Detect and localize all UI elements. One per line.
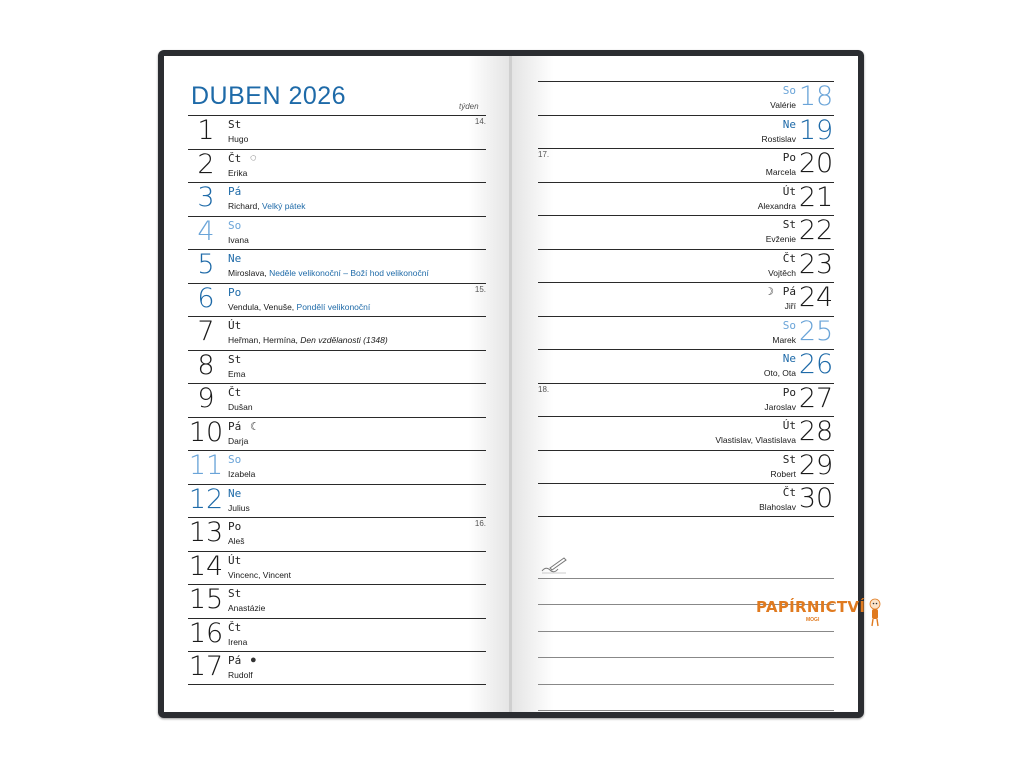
full-moon-icon: ◌ <box>250 151 257 164</box>
day-number: 14 <box>188 550 224 582</box>
day-row[interactable] <box>538 115 834 149</box>
day-of-week: Út <box>228 553 242 567</box>
name-day <box>228 503 250 513</box>
day-row[interactable] <box>188 450 486 484</box>
new-moon-icon: ● <box>250 654 257 666</box>
day-row[interactable] <box>538 148 834 182</box>
right-day-list <box>538 81 834 517</box>
note-line[interactable] <box>538 711 834 712</box>
week-number: 14. <box>474 117 486 126</box>
day-number: 13 <box>188 517 224 548</box>
papirnictvi-logo <box>756 598 866 623</box>
note-line[interactable] <box>538 632 834 659</box>
name-day: Marcela <box>765 167 796 177</box>
day-number: 16 <box>188 617 224 649</box>
name-day-names: Aleš <box>228 536 245 546</box>
pen-writing-icon <box>540 556 568 574</box>
name-day-names: Izabela <box>228 469 256 479</box>
day-number: 1 <box>197 115 215 146</box>
name-day: Robert <box>770 468 796 479</box>
day-row[interactable] <box>538 316 834 350</box>
month-title: DUBEN 2026 <box>191 82 347 110</box>
day-row[interactable] <box>188 517 486 551</box>
day-row[interactable] <box>188 216 486 250</box>
name-day: Blahoslav <box>759 502 796 512</box>
day-number: 6 <box>197 282 215 314</box>
day-number: 4 <box>197 215 215 247</box>
name-day-names: Anastázie <box>228 603 266 613</box>
holiday-label: Velký pátek <box>262 201 306 211</box>
last-quarter-moon-icon: ☾ <box>250 420 260 433</box>
note-line[interactable] <box>538 685 834 712</box>
day-of-week: St <box>782 452 796 466</box>
name-day: Evženie <box>765 234 796 244</box>
logo-subtext: MOGI <box>806 617 820 623</box>
name-day <box>228 335 388 345</box>
day-row[interactable] <box>188 383 486 417</box>
name-day: Alexandra <box>757 200 796 211</box>
day-row[interactable] <box>538 81 834 115</box>
name-day: Marek <box>772 334 796 345</box>
day-of-week: Pá <box>228 654 242 667</box>
day-number: 23 <box>798 248 834 280</box>
day-of-week: St <box>228 587 242 600</box>
day-of-week: So <box>782 318 796 332</box>
name-day <box>228 536 245 546</box>
day-row[interactable] <box>188 551 486 585</box>
name-day <box>228 369 245 379</box>
day-number: 12 <box>188 483 224 515</box>
day-of-week: Út <box>782 184 796 198</box>
day-number: 24 <box>798 282 834 313</box>
day-number: 21 <box>798 181 834 213</box>
day-of-week: Čt <box>782 251 796 265</box>
day-row[interactable] <box>188 249 486 283</box>
week-number: 18. <box>538 384 550 394</box>
day-number: 5 <box>197 249 215 280</box>
day-number: 30 <box>798 483 834 514</box>
day-of-week: So <box>228 453 242 466</box>
note-line[interactable] <box>538 658 834 685</box>
day-row[interactable] <box>538 416 834 450</box>
day-row[interactable] <box>188 316 486 350</box>
day-number: 26 <box>798 349 834 380</box>
name-day: Oto, Ota <box>763 368 796 378</box>
day-number: 25 <box>798 315 834 347</box>
name-day <box>228 168 247 178</box>
day-row[interactable] <box>538 182 834 216</box>
week-number: 17. <box>538 150 550 159</box>
day-of-week: Ne <box>782 352 796 365</box>
name-day-names: Heřman, Hermína, <box>228 335 301 345</box>
notes-section <box>538 552 834 712</box>
name-day <box>228 469 255 479</box>
day-of-week: Po <box>782 385 796 399</box>
name-day <box>228 402 253 412</box>
day-row[interactable] <box>188 283 486 317</box>
memorial-day-label: Den vzdělanosti (1348) <box>300 335 388 345</box>
name-day <box>228 134 248 144</box>
day-row[interactable] <box>538 483 834 517</box>
day-number: 9 <box>197 383 215 414</box>
name-day <box>228 637 247 647</box>
name-day <box>228 268 429 278</box>
day-number: 15 <box>188 584 224 615</box>
day-row[interactable] <box>188 417 486 451</box>
day-number: 19 <box>798 114 834 146</box>
day-number: 17 <box>188 651 224 682</box>
day-number: 7 <box>197 316 215 347</box>
day-number: 22 <box>798 215 834 246</box>
name-day-names: Richard, <box>228 201 263 211</box>
day-row[interactable] <box>188 115 486 149</box>
name-day-names: Julius <box>228 502 250 513</box>
name-day-names: Vendula, Venuše, <box>228 301 297 312</box>
day-row[interactable] <box>538 450 834 484</box>
day-of-week: So <box>782 84 796 97</box>
day-number: 29 <box>798 449 834 481</box>
week-number: 15. <box>474 284 486 294</box>
day-of-week: Čt <box>782 486 796 499</box>
day-row[interactable] <box>538 282 834 316</box>
day-of-week: Pá <box>228 419 242 433</box>
name-day-names: Erika <box>228 167 248 178</box>
name-day-names: Darja <box>228 435 249 446</box>
day-row[interactable] <box>538 215 834 249</box>
day-of-week: Pá <box>228 185 242 198</box>
day-row[interactable] <box>538 249 834 283</box>
day-of-week: Čt <box>228 151 242 165</box>
name-day: Vojtěch <box>768 267 796 278</box>
name-day <box>228 235 249 245</box>
name-day-names: Rudolf <box>228 670 253 680</box>
day-number: 8 <box>197 349 215 381</box>
name-day <box>228 670 253 680</box>
logo-text: PAPÍRNICTVÍ <box>756 598 866 616</box>
name-day-names: Dušan <box>228 402 253 412</box>
holiday-label: Neděle velikonoční – Boží hod velikonoční <box>269 268 429 278</box>
day-number: 20 <box>798 148 834 179</box>
name-day-names: Irena <box>228 636 248 647</box>
name-day: Rostislav <box>761 133 796 144</box>
week-column-label: týden <box>459 102 479 111</box>
day-of-week: St <box>228 352 242 366</box>
name-day: Valérie <box>770 100 796 110</box>
day-of-week: Út <box>782 419 796 432</box>
day-of-week: Út <box>228 319 242 332</box>
name-day-names: Vincenc, Vincent <box>228 569 292 580</box>
day-of-week: So <box>228 218 242 232</box>
day-of-week: Po <box>228 285 242 299</box>
day-of-week: Ne <box>228 486 242 500</box>
name-day <box>228 603 265 613</box>
day-row[interactable] <box>188 651 486 685</box>
day-row[interactable] <box>188 182 486 216</box>
name-day-names: Hugo <box>228 134 249 144</box>
day-of-week: St <box>782 218 796 231</box>
left-page <box>164 56 510 712</box>
name-day-names: Miroslava, <box>228 268 270 278</box>
name-day-names: Ema <box>228 368 246 379</box>
day-number: 10 <box>188 416 224 448</box>
name-day <box>228 302 370 312</box>
week-number: 16. <box>474 519 486 528</box>
day-of-week: Po <box>228 520 242 533</box>
left-day-list <box>188 115 486 685</box>
day-number: 2 <box>197 148 215 180</box>
day-number: 18 <box>798 81 834 112</box>
note-line[interactable] <box>538 552 834 579</box>
day-of-week: Po <box>782 151 796 164</box>
name-day: Vlastislav, Vlastislava <box>715 435 796 445</box>
name-day <box>228 201 306 211</box>
day-row[interactable] <box>188 584 486 618</box>
day-of-week: Ne <box>228 252 242 265</box>
day-of-week: Pá <box>782 285 796 298</box>
day-row[interactable] <box>188 484 486 518</box>
name-day-names: Ivana <box>228 234 249 245</box>
day-number: 27 <box>798 382 834 414</box>
name-day: Jiří <box>784 301 796 311</box>
day-row[interactable] <box>188 149 486 183</box>
day-number: 28 <box>798 416 834 447</box>
day-row[interactable] <box>188 618 486 652</box>
first-quarter-moon-icon: ☽ <box>764 286 774 298</box>
mascot-icon <box>868 598 882 628</box>
holiday-label: Pondělí velikonoční <box>296 301 371 312</box>
day-number: 3 <box>197 182 215 213</box>
name-day: Jaroslav <box>764 401 796 412</box>
name-day <box>228 436 248 446</box>
day-of-week: Čt <box>228 386 242 399</box>
day-of-week: Čt <box>228 620 242 634</box>
day-row[interactable] <box>538 349 834 383</box>
day-of-week: St <box>228 118 242 131</box>
day-row[interactable] <box>188 350 486 384</box>
day-number: 11 <box>188 450 224 481</box>
name-day <box>228 570 291 580</box>
day-row[interactable] <box>538 383 834 417</box>
day-of-week: Ne <box>782 117 796 131</box>
